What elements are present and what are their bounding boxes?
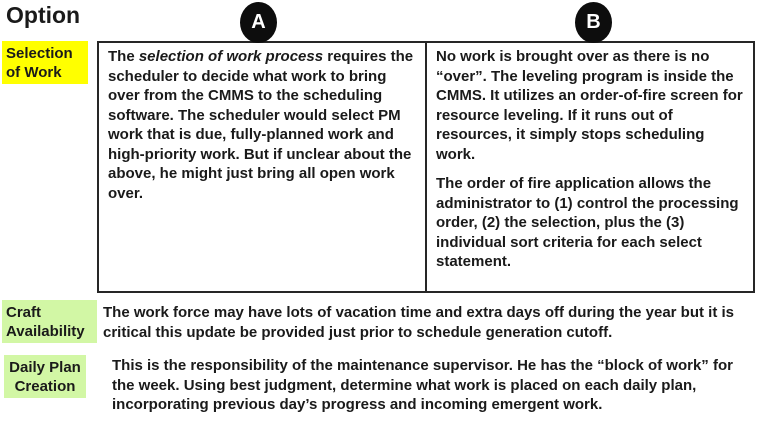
option-b-paragraph-2: The order of fire application allows the administrator to (1) control the processing order, (2) the selection, plus the (3) individual sort criteria for each select statement. <box>436 175 739 270</box>
option-b-paragraph-1: No work is brought over as there is no “over”. The leveling program is inside the CMMS. It utilizes an order-of-fire screen for resource leveling. If it runs out of resources, it simply stops scheduling work. <box>436 48 743 163</box>
option-a-text-pre: The <box>108 48 139 65</box>
craft-availability-text: The work force may have lots of vacation time and extra days off during the year but it is critical this update be provided just prior to schedule generation cutoff. <box>103 304 734 341</box>
option-a-text-post: requires the scheduler to decide what work to bring over from the CMMS to the scheduling software. The scheduler would select PM work that is due, fully-planned work and high-priority work. But if unclear about the above, he might just bring all open work over. <box>108 48 414 202</box>
option-b-badge: B <box>575 2 612 43</box>
option-a-box <box>97 41 427 293</box>
option-a-badge: A <box>240 2 277 43</box>
option-a-text-italic: selection of work process <box>138 48 324 65</box>
option-b-box <box>425 41 755 293</box>
row-label-selection-of-work: Selection of Work <box>2 41 88 84</box>
option-a-paragraph <box>108 47 417 203</box>
row-label-craft-availability: Craft Availability <box>2 300 97 343</box>
daily-plan-creation-text: This is the responsibility of the maintenance supervisor. He has the “block of work” for the week. Using best judgment, determine what work is placed on each daily plan, incorporating previous day’s progress and incoming emergent work. <box>112 357 733 413</box>
row-label-daily-plan-creation: Daily Plan Creation <box>4 355 86 398</box>
page-title: Option <box>6 2 81 28</box>
